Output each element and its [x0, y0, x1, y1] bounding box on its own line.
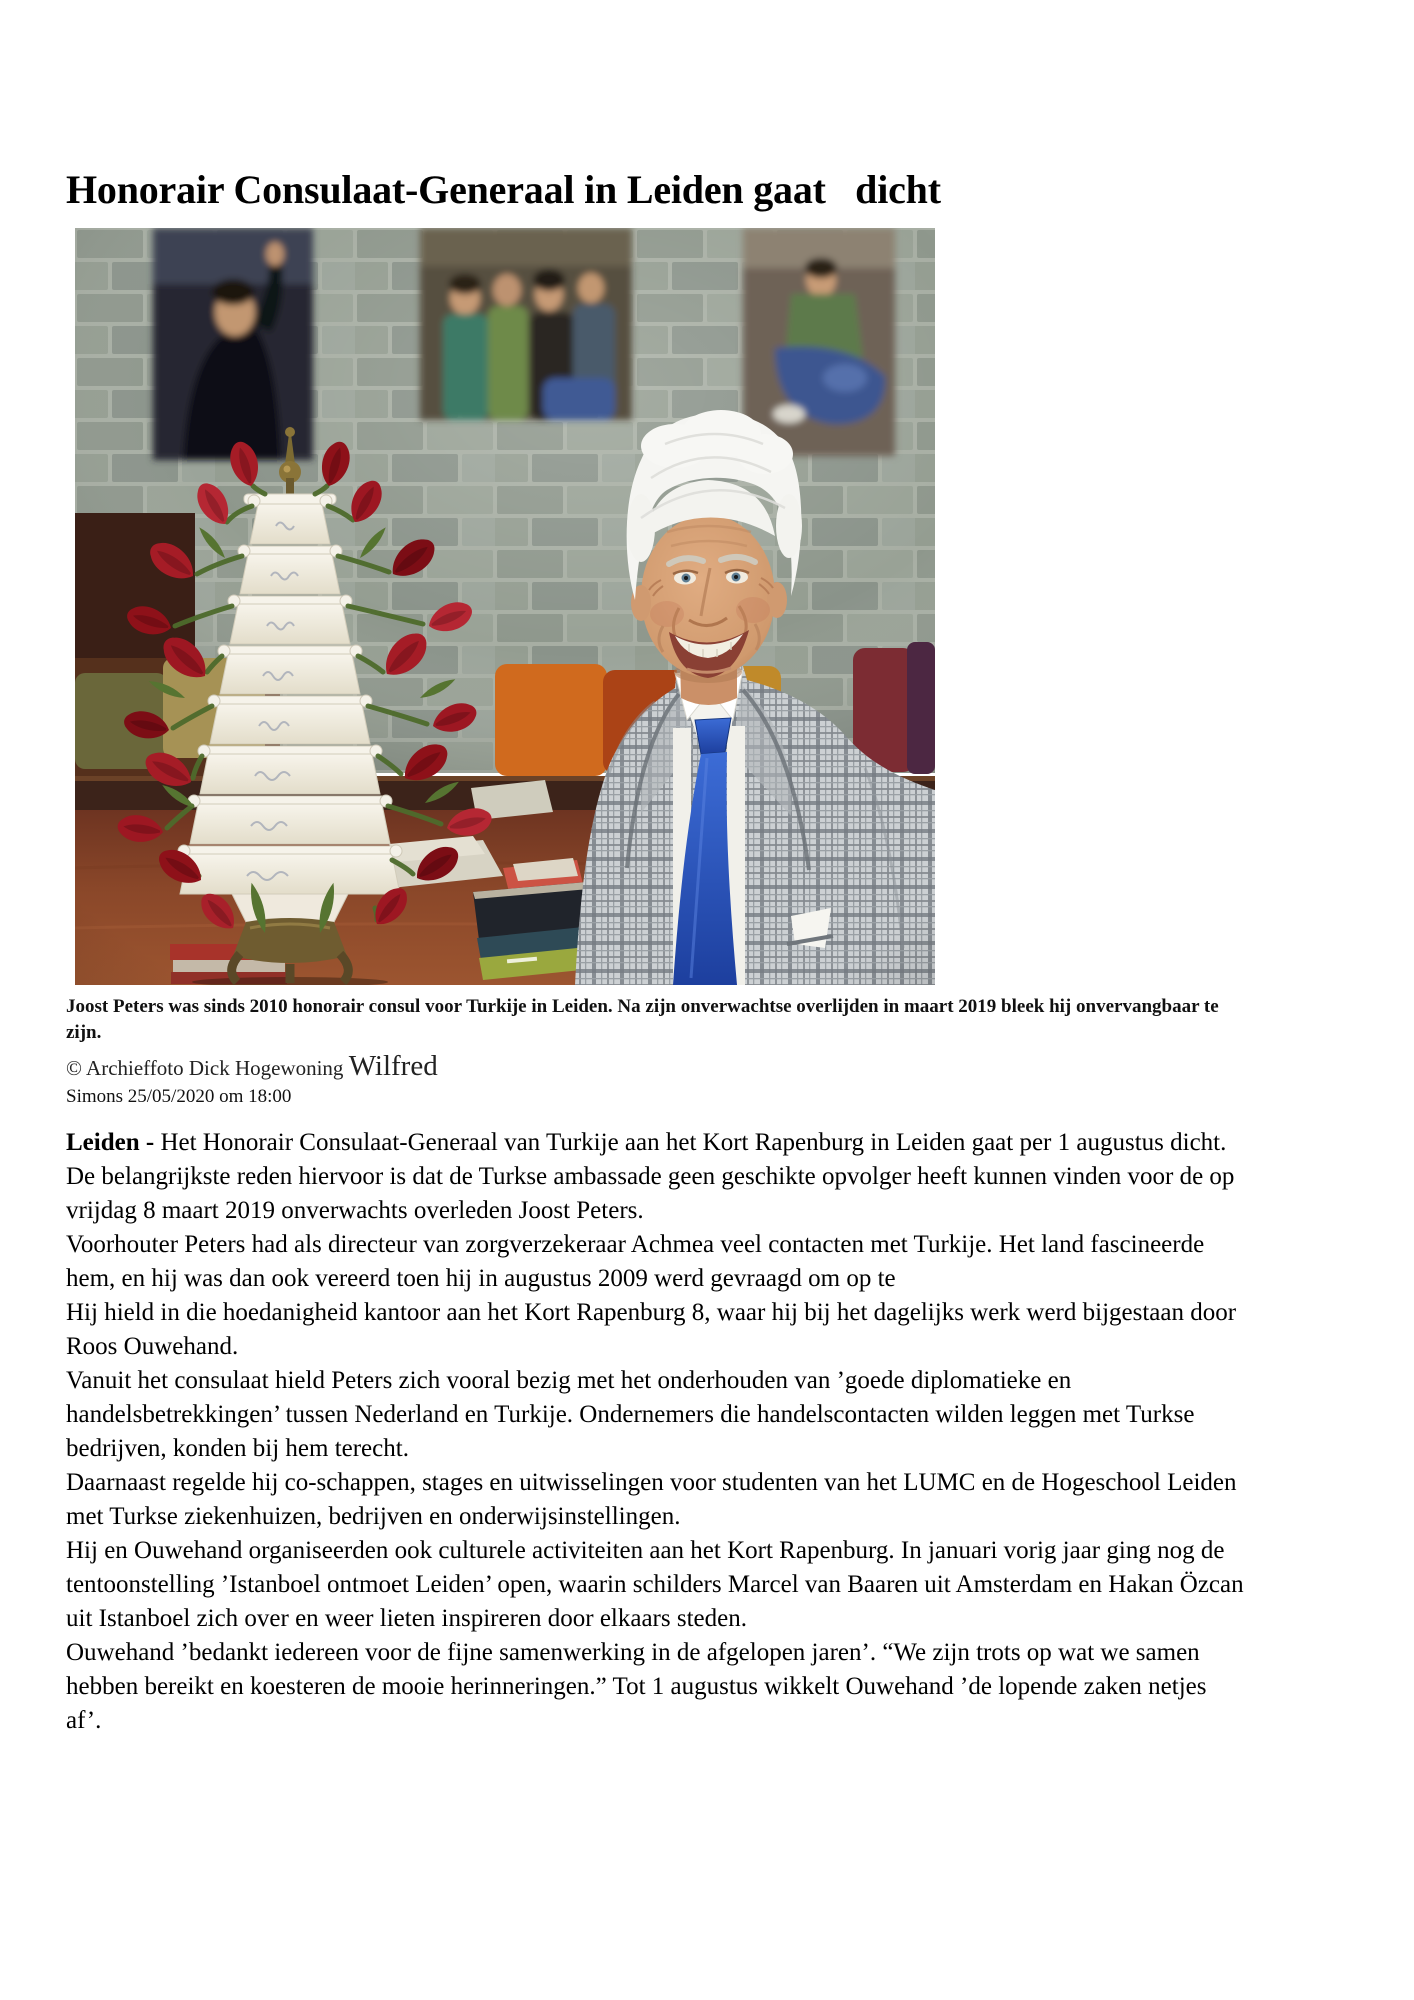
- credit-copyright: © Archieffoto Dick Hogewoning: [66, 1056, 344, 1080]
- article-photo-illustration: [75, 228, 935, 985]
- body-paragraph: Voorhouter Peters had als directeur van zorgverzekeraar Achmea veel contacten met Turkije. Het land fascineerde hem, en hij was dan ook vereerd toen hij in augustus 2009 werd gevraagd om op te: [66, 1231, 1205, 1292]
- body-paragraph: Ouwehand ’bedankt iedereen voor de fijne samenwerking in de afgelopen jaren’. “We zijn trots op wat we samen hebben bereikt en koesteren de mooie herinneringen.” Tot 1 augustus wikkelt Ouwehand ’de lopende zaken netjes af’.: [66, 1639, 1207, 1734]
- body-paragraph: Daarnaast regelde hij co-schappen, stages en uitwisselingen voor studenten van het LUMC en de Hogeschool Leiden met Turkse ziekenhuizen, bedrijven en onderwijsinstellingen.: [66, 1469, 1237, 1530]
- body-paragraph: Hij hield in die hoedanigheid kantoor aan het Kort Rapenburg 8, waar hij bij het dagelijks werk werd bijgestaan door Roos Ouwehand.: [66, 1299, 1237, 1360]
- article-title: Honorair Consulaat-Generaal in Leiden gaat dicht: [66, 166, 941, 212]
- body-paragraph: Hij en Ouwehand organiseerden ook culturele activiteiten aan het Kort Rapenburg. In januari vorig jaar ging nog de tentoonstelling ’Istanboel ontmoet Leiden’ open, waarin schilders Marcel van Baaren uit Amsterdam en Hakan Özcan uit Istanboel zich over en weer lieten inspireren door elkaars steden.: [66, 1537, 1244, 1632]
- article-body: [66, 1126, 1244, 1738]
- article-photo: [75, 228, 935, 985]
- photo-caption: Joost Peters was sinds 2010 honorair consul voor Turkije in Leiden. Na zijn onverwachtse overlijden in maart 2019 bleek hij onvervangbaar te zijn.: [66, 996, 1219, 1043]
- photo-vignette: [75, 228, 935, 985]
- lead-text: Het Honorair Consulaat-Generaal van Turkije aan het Kort Rapenburg in Leiden gaat per 1 augustus dicht. De belangrijkste reden hiervoor is dat de Turkse ambassade geen geschikte opvolger heeft kunnen vinden voor de op vrijdag 8 maart 2019 onverwachts overleden Joost Peters.: [66, 1129, 1235, 1224]
- credit-author-rest: Simons 25/05/2020 om 18:00: [66, 1086, 292, 1107]
- dateline: Leiden -: [66, 1129, 155, 1156]
- photo-credit: [66, 1050, 1066, 1108]
- body-paragraph: Vanuit het consulaat hield Peters zich vooral bezig met het onderhouden van ’goede diplomatieke en handelsbetrekkingen’ tussen Nederland en Turkije. Ondernemers die handelscontacten wilden leggen met Turkse bedrijven, konden bij hem terecht.: [66, 1367, 1195, 1462]
- credit-author-first: Wilfred: [348, 1050, 438, 1082]
- lead-paragraph: [66, 1126, 1244, 1228]
